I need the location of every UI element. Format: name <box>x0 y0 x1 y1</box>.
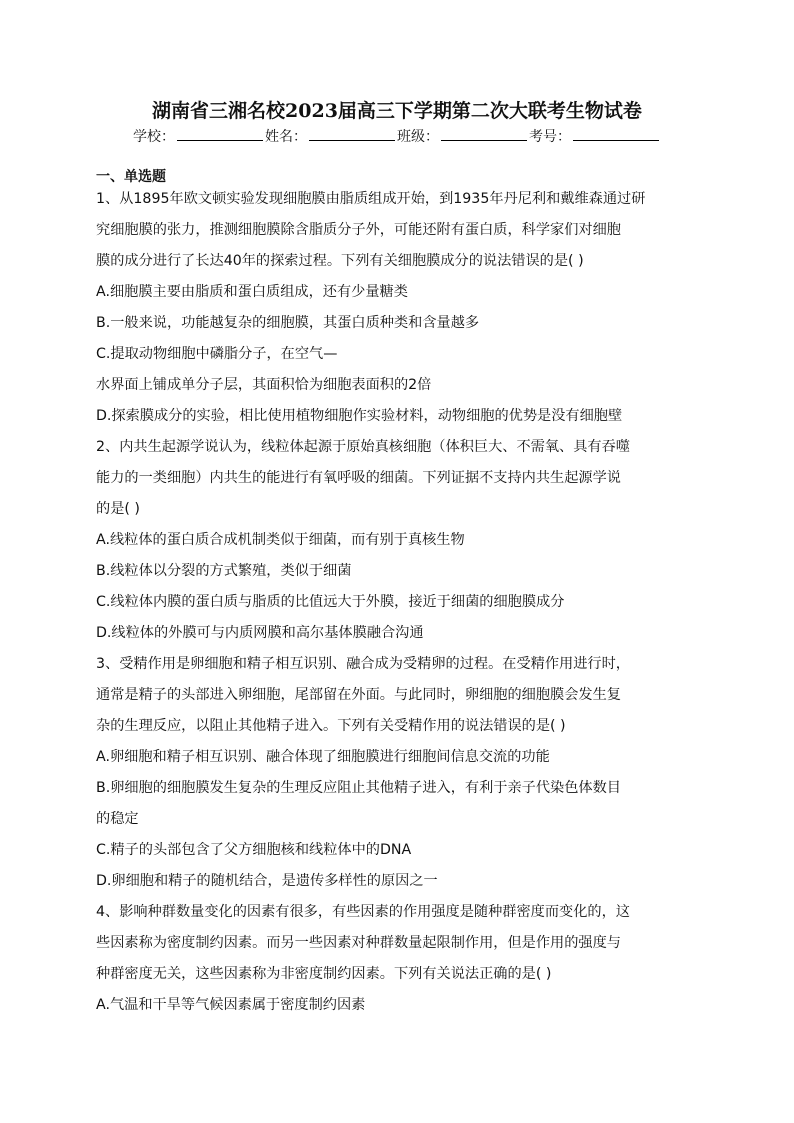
text-line: 膜的成分进行了长达40年的探索过程。下列有关细胞膜成分的说法错误的是( ) <box>96 253 584 269</box>
text-line: 4、影响种群数量变化的因素有很多，有些因素的作用强度是随种群密度而变化的，这 <box>96 904 630 920</box>
name-blank[interactable] <box>309 128 395 141</box>
exam-title: 湖南省三湘名校2023届高三下学期第二次大联考生物试卷 <box>152 100 642 122</box>
option-line: D.线粒体的外膜可与内质网膜和高尔基体膜融合沟通 <box>96 625 424 641</box>
question-content <box>96 184 696 1021</box>
option-line: C.提取动物细胞中磷脂分子，在空气— <box>96 346 338 362</box>
text-line: 杂的生理反应，以阻止其他精子进入。下列有关受精作用的说法错误的是( ) <box>96 718 566 734</box>
text-line: 3、受精作用是卵细胞和精子相互识别、融合成为受精卵的过程。在受精作用进行时， <box>96 656 630 672</box>
option-line: A.线粒体的蛋白质合成机制类似于细菌，而有别于真核生物 <box>96 532 465 548</box>
school-label: 学校： <box>133 129 175 145</box>
class-label: 班级： <box>397 129 439 145</box>
option-line: 水界面上铺成单分子层，其面积恰为细胞表面积的2倍 <box>96 377 432 393</box>
option-line: D.卵细胞和精子的随机结合，是遗传多样性的原因之一 <box>96 873 438 889</box>
name-label: 姓名： <box>265 129 307 145</box>
option-line: B.线粒体以分裂的方式繁殖，类似于细菌 <box>96 563 352 579</box>
text-line: 2、内共生起源学说认为，线粒体起源于原始真核细胞（体积巨大、不需氧、具有吞噬 <box>96 439 630 455</box>
text-line: 能力的一类细胞）内共生的能进行有氧呼吸的细菌。下列证据不支持内共生起源学说 <box>96 470 621 486</box>
class-blank[interactable] <box>441 128 527 141</box>
number-label: 考号： <box>529 129 571 145</box>
option-line: C.精子的头部包含了父方细胞核和线粒体中的DNA <box>96 842 412 858</box>
option-line: A.卵细胞和精子相互识别、融合体现了细胞膜进行细胞间信息交流的功能 <box>96 749 550 765</box>
text-line: 种群密度无关，这些因素称为非密度制约因素。下列有关说法正确的是( ) <box>96 966 552 982</box>
text-line: 通常是精子的头部进入卵细胞，尾部留在外面。与此同时，卵细胞的细胞膜会发生复 <box>96 687 621 703</box>
option-line: B.一般来说，功能越复杂的细胞膜，其蛋白质种类和含量越多 <box>96 315 480 331</box>
option-line: A.细胞膜主要由脂质和蛋白质组成，还有少量糖类 <box>96 284 408 300</box>
option-line: C.线粒体内膜的蛋白质与脂质的比值远大于外膜，接近于细菌的细胞膜成分 <box>96 594 565 610</box>
number-blank[interactable] <box>573 128 659 141</box>
text-line: 究细胞膜的张力，推测细胞膜除含脂质分子外，可能还附有蛋白质，科学家们对细胞 <box>96 222 621 238</box>
option-line: B.卵细胞的细胞膜发生复杂的生理反应阻止其他精子进入，有利于亲子代染色体数目 <box>96 780 621 796</box>
text-line: 1、从1895年欧文顿实验发现细胞膜由脂质组成开始，到1935年丹尼利和戴维森通过研 <box>96 191 646 207</box>
text-line: 的是( ) <box>96 501 140 517</box>
section-heading: 一、单选题 <box>96 169 166 185</box>
school-blank[interactable] <box>177 128 263 141</box>
option-line: D.探索膜成分的实验，相比使用植物细胞作实验材料，动物细胞的优势是没有细胞壁 <box>96 408 623 424</box>
text-line: 些因素称为密度制约因素。而另一些因素对种群数量起限制作用，但是作用的强度与 <box>96 935 621 951</box>
student-info-line <box>0 126 794 146</box>
option-line: A.气温和干旱等气候因素属于密度制约因素 <box>96 997 366 1013</box>
option-line: 的稳定 <box>96 811 139 827</box>
